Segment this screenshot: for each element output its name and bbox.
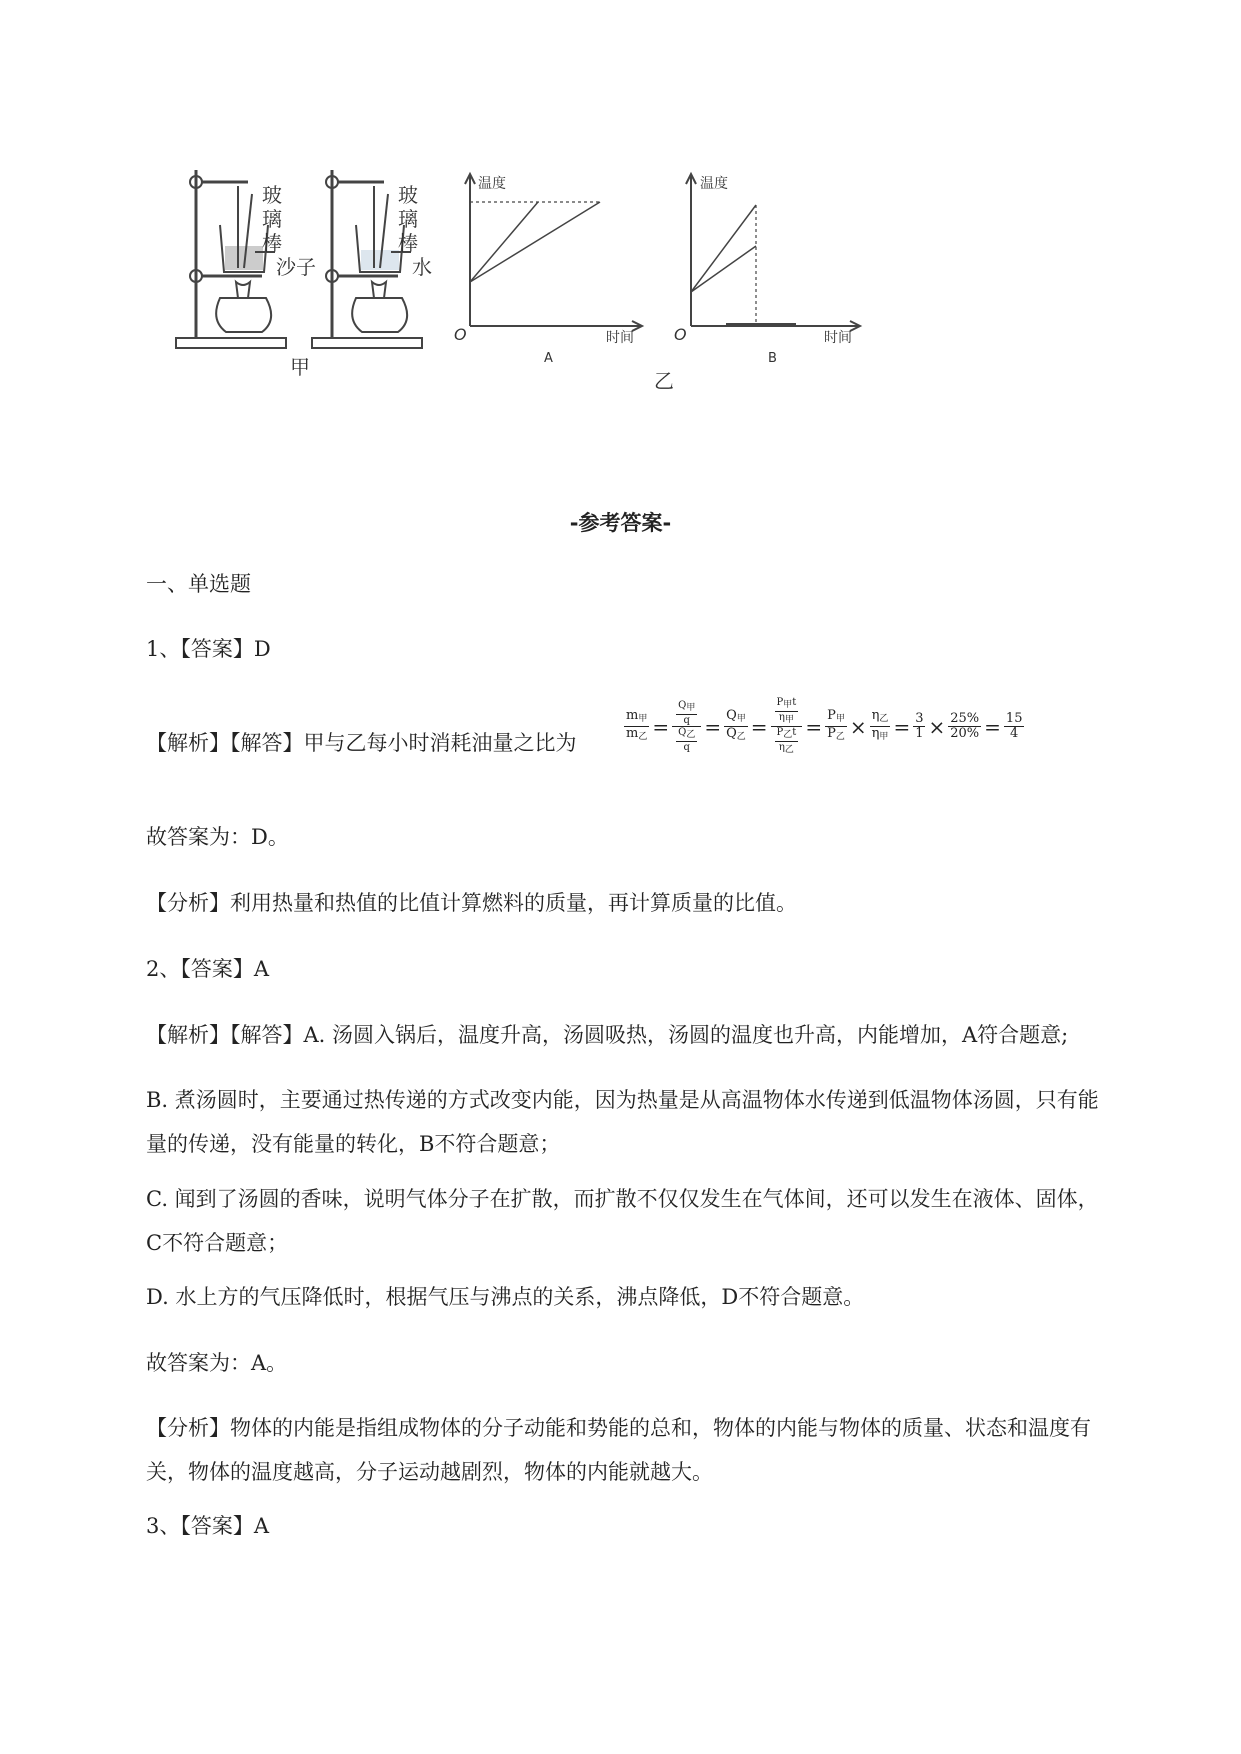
frac-P-ratio: $\frac{P_甲}{P_乙}$ bbox=[827, 708, 845, 742]
flame-water bbox=[372, 282, 386, 298]
frac-q-over-q: $\frac{\frac{\text{Q甲}}{q}}{\frac{\text{Q乙}}{q}}$ bbox=[672, 700, 701, 753]
q1-result: 故答案为：D。 bbox=[146, 825, 289, 849]
frac-eta-ratio: $\frac{\eta_乙}{\eta_甲}$ bbox=[871, 708, 889, 742]
frac-percent: $\frac{25\%}{20\%}$ bbox=[950, 711, 980, 741]
graph-b-caption: B bbox=[768, 351, 777, 366]
stand-base-jia bbox=[176, 338, 286, 348]
q2-option-a: 【解析】【解答】A. 汤圆入锅后，温度升高，汤圆吸热，汤圆的温度也升高，内能增加，A符合题意; bbox=[146, 1023, 1069, 1047]
times-2: × bbox=[928, 714, 946, 739]
frac-m-ratio: $\frac{m_甲}{m_乙}$ bbox=[626, 708, 648, 742]
q3-answer: 3、【答案】A bbox=[146, 1514, 270, 1538]
section-single-choice: 一、单选题 bbox=[146, 572, 251, 596]
burner-jia bbox=[216, 298, 271, 332]
graph-a-caption: A bbox=[544, 351, 553, 366]
frac-15-4: $\frac{15}{4}$ bbox=[1005, 711, 1023, 741]
graph-a-xlabel: 时间 bbox=[606, 330, 634, 346]
graph-a-ylabel: 温度 bbox=[478, 176, 506, 192]
q2-explain: 【分析】物体的内能是指组成物体的分子动能和势能的总和，物体的内能与物体的质量、状态和温度有关，物体的温度越高，分子运动越剧烈，物体的内能就越大。 bbox=[146, 1416, 1091, 1484]
q1-formula bbox=[622, 697, 1026, 756]
graph-a bbox=[465, 174, 642, 331]
graph-b-xlabel: 时间 bbox=[824, 330, 852, 346]
label-jia-bang: 棒 bbox=[262, 231, 282, 255]
eq-6: = bbox=[984, 714, 1001, 739]
eq-5: = bbox=[893, 714, 911, 739]
q2-option-c: C. 闻到了汤圆的香味，说明气体分子在扩散，而扩散不仅仅发生在气体间，还可以发生在液体、固体，C不符合题意； bbox=[146, 1187, 1099, 1255]
stand-base-water bbox=[312, 338, 422, 348]
frac-pt-over-eta: $\frac{\frac{\text{P甲t}}{\text{η甲}}}{\frac{\text{P乙t}}{\text{η乙}}}$ bbox=[771, 697, 803, 756]
graph-b bbox=[686, 174, 860, 331]
label-water-bo: 玻 bbox=[398, 183, 418, 207]
q1-answer: 1、【答案】D bbox=[146, 637, 271, 661]
label-water: 水 bbox=[412, 255, 432, 279]
times-1: × bbox=[849, 714, 867, 739]
label-sand: 沙子 bbox=[276, 255, 316, 279]
frac-3-1: $\frac{3}{1}$ bbox=[915, 711, 924, 741]
label-jia-li: 璃 bbox=[262, 207, 282, 231]
graph-b-line-steep bbox=[691, 205, 756, 292]
label-jia-bo: 玻 bbox=[262, 183, 282, 207]
q1-analysis: 【解析】【解答】甲与乙每小时消耗油量之比为 bbox=[146, 731, 577, 755]
answers-title: -参考答案- bbox=[569, 511, 672, 535]
caption-yi: 乙 bbox=[654, 369, 674, 393]
q1-explain: 【分析】利用热量和热值的比值计算燃料的质量，再计算质量的比值。 bbox=[146, 891, 797, 915]
q2-option-b: B. 煮汤圆时，主要通过热传递的方式改变内能，因为热量是从高温物体水传递到低温物体汤圆，只有能量的传递，没有能量的转化，B不符合题意； bbox=[146, 1088, 1099, 1156]
graph-a-origin: O bbox=[454, 325, 467, 344]
q2-option-d: D. 水上方的气压降低时，根据气压与沸点的关系，沸点降低，D不符合题意。 bbox=[146, 1285, 865, 1309]
eq-3: = bbox=[750, 714, 768, 739]
label-water-li: 璃 bbox=[398, 207, 418, 231]
label-water-bang: 棒 bbox=[398, 231, 418, 255]
graph-b-origin: O bbox=[674, 325, 687, 344]
eq-1: = bbox=[652, 714, 670, 739]
frac-Q-ratio: $\frac{Q_甲}{Q_乙}$ bbox=[726, 708, 746, 742]
eq-4: = bbox=[805, 714, 823, 739]
experiment-figure bbox=[0, 0, 1241, 420]
graph-b-ylabel: 温度 bbox=[700, 176, 728, 192]
burner-water bbox=[352, 298, 407, 332]
eq-2: = bbox=[704, 714, 722, 739]
caption-jia: 甲 bbox=[290, 355, 310, 379]
graph-b-line-shallow bbox=[691, 246, 756, 292]
graph-a-line-steep bbox=[470, 202, 538, 282]
graph-a-line-shallow bbox=[470, 202, 600, 282]
flame-jia bbox=[236, 282, 250, 298]
q2-answer: 2、【答案】A bbox=[146, 957, 270, 981]
q2-result: 故答案为：A。 bbox=[146, 1351, 288, 1375]
